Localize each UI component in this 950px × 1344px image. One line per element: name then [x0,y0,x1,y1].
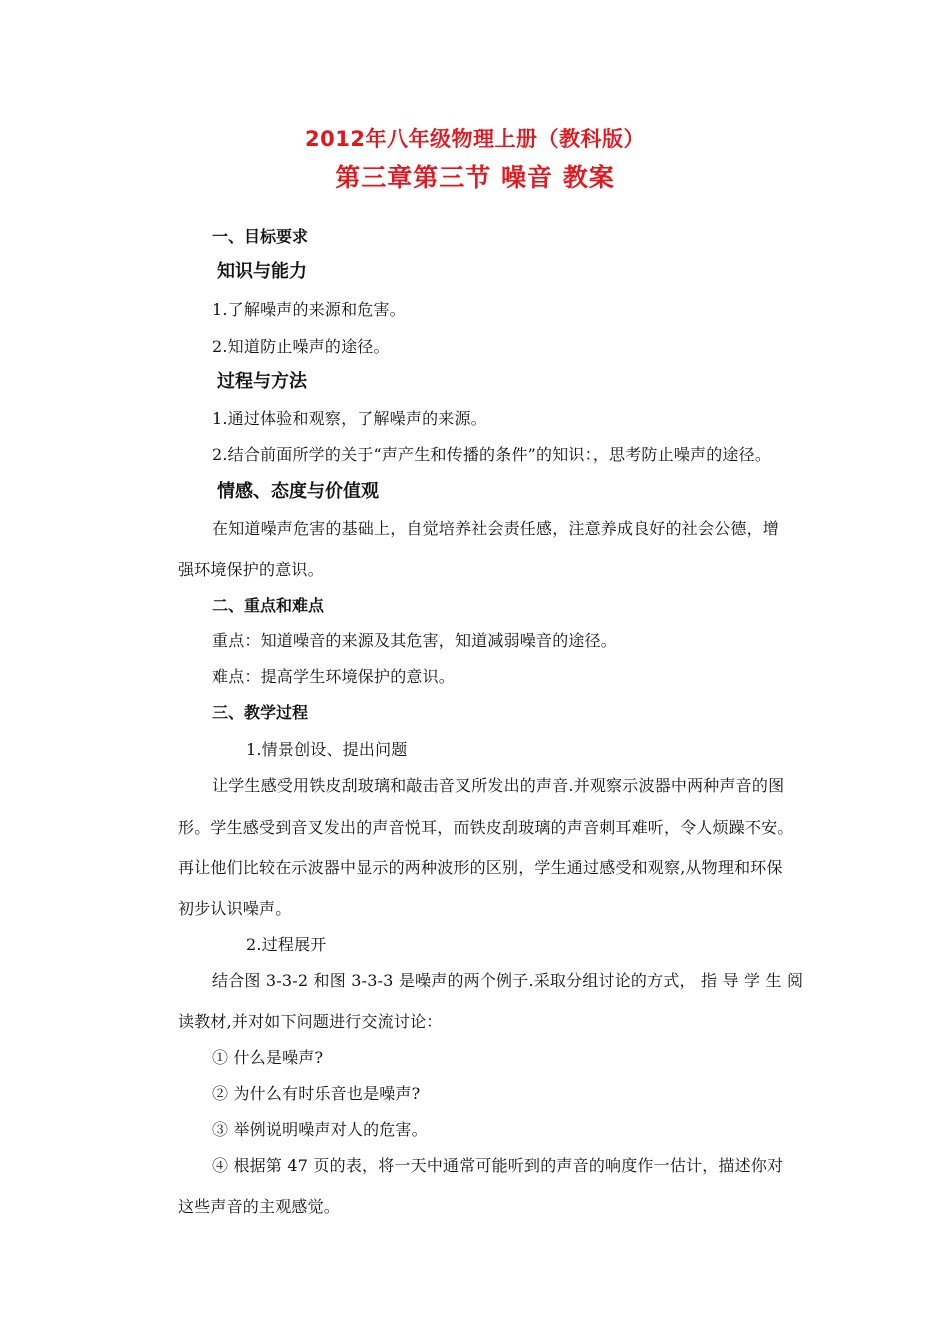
section-heading-key-points: 二、重点和难点 [212,596,325,615]
key-point-text: 重点：知道噪音的来源及其危害，知道减弱噪音的途径。 [212,631,618,650]
difficulty-text: 难点：提高学生环境保护的意识。 [212,667,456,686]
document-subtitle: 第三章第三节 噪音 教案 [335,163,615,192]
emotion-paragraph-line-2: 强环境保护的意识。 [178,560,324,579]
step1-paragraph-line-3: 再让他们比较在示波器中显示的两种波形的区别，学生通过感受和观察,从物理和环保 [178,858,783,877]
process-item-2: 2.结合前面所学的关于“声产生和传播的条件”的知识：，思考防止噪声的途径。 [212,445,772,464]
question-4-line-1: ④ 根据第 47 页的表，将一天中通常可能听到的声音的响度作一估计，描述你对 [212,1156,784,1175]
question-2: ② 为什么有时乐音也是噪声? [212,1084,421,1103]
emotion-paragraph-line-1: 在知道噪声危害的基础上，自觉培养社会责任感，注意养成良好的社会公德，增 [212,519,780,538]
step1-paragraph-line-2: 形。学生感受到音叉发出的声音悦耳，而铁皮刮玻璃的声音刺耳难听，令人烦躁不安。 [178,818,794,837]
subheading-emotion: 情感、态度与价值观 [217,481,379,502]
knowledge-item-1: 1.了解噪声的来源和危害。 [212,300,406,319]
step1-paragraph-line-1: 让学生感受用铁皮刮玻璃和敲击音叉所发出的声音.并观察示波器中两种声音的图 [212,776,785,795]
knowledge-item-2: 2.知道防止噪声的途径。 [212,337,390,356]
step1-heading: 1.情景创设、提出问题 [246,740,408,759]
question-4-line-2: 这些声音的主观感觉。 [178,1197,341,1216]
section-heading-teaching-process: 三、教学过程 [212,703,309,722]
process-item-1: 1.通过体验和观察，了解噪声的来源。 [212,409,487,428]
step2-paragraph-line-2: 读教材,并对如下问题进行交流讨论： [178,1012,443,1031]
step2-heading: 2.过程展开 [246,935,327,954]
section-heading-objectives: 一、目标要求 [212,227,309,246]
step2-paragraph-line-1: 结合图 3-3-2 和图 3-3-3 是噪声的两个例子.采取分组讨论的方式， 指 导 学 生 阅 [212,971,804,990]
subheading-process: 过程与方法 [217,371,307,392]
document-title: 2012年八年级物理上册（教科版） [305,127,645,151]
step1-paragraph-line-4: 初步认识噪声。 [178,899,292,918]
question-1: ① 什么是噪声? [212,1048,324,1067]
question-3: ③ 举例说明噪声对人的危害。 [212,1120,428,1139]
subheading-knowledge: 知识与能力 [217,261,307,282]
